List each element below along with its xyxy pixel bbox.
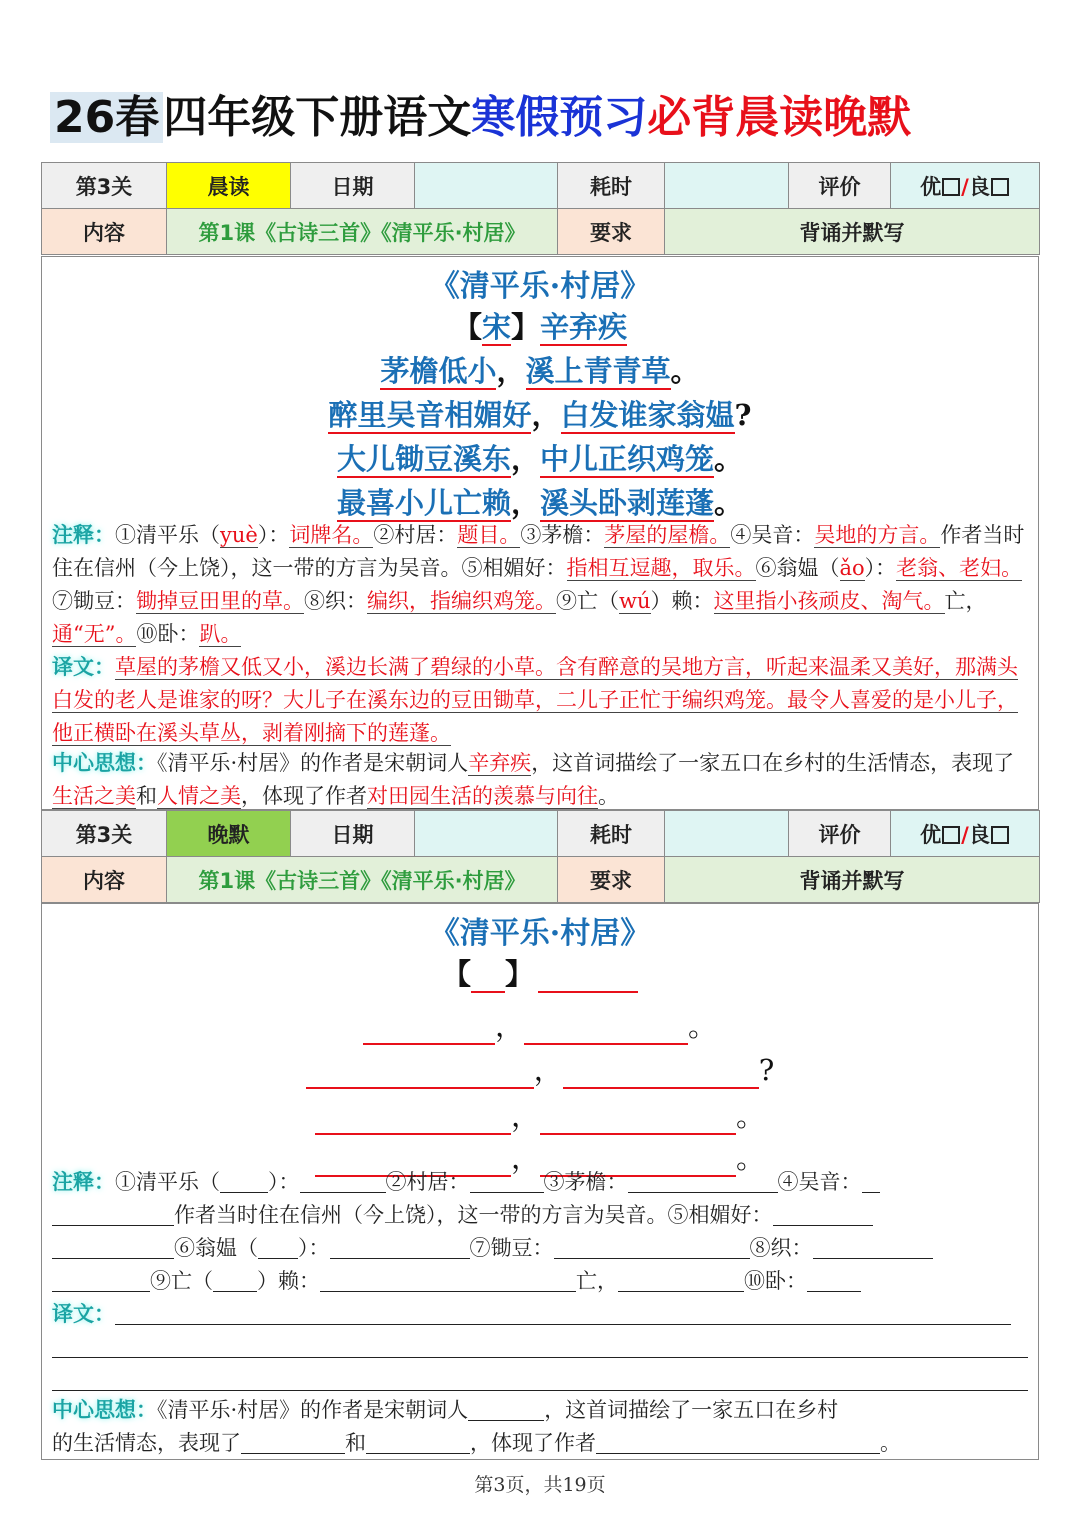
annotations-label: 注释： [52,1170,115,1194]
plain-text: ②村居： [373,523,458,547]
answer-text: 题目。 [457,523,521,547]
bracket-close: 】 [505,957,535,991]
title-year: 26春 [50,92,163,143]
plain-text: ④吴音： [730,523,815,547]
eval-options [891,811,1040,857]
answer-text: wú [619,589,651,613]
fill-blank[interactable] [596,1430,880,1454]
lesson-title: 第1课《古诗三首》《清平乐·村居》 [167,857,558,903]
punct: 。 [736,1141,766,1175]
answer-text: 这里指小孩顽皮、淘气。 [713,589,945,613]
mode-label: 晚默 [167,811,291,857]
plain-text: ）赖： [650,589,714,613]
verse-blank[interactable] [306,1059,534,1089]
eval-slash: / [961,822,969,847]
note-text: ）： [298,1236,330,1260]
date-field[interactable] [415,163,558,209]
plain-text: ①清平乐（ [115,523,220,547]
theme-text: 的生活情态，表现了 [52,1431,241,1455]
punct: ， [494,1009,524,1043]
level-label: 第3关 [42,811,167,857]
punct: ， [531,398,561,432]
require-label: 要求 [558,857,665,903]
fill-blank[interactable] [258,1235,298,1259]
theme-text: 和 [345,1431,366,1455]
plain-text: ）： [257,523,290,547]
mode-label: 晨读 [167,163,291,209]
punct: 。 [736,1099,766,1133]
punct: 。 [670,354,700,388]
author: 辛弃疾 [540,310,628,344]
note-text: ）： [268,1170,300,1194]
fill-blank[interactable] [52,1367,1028,1391]
note-text: 亡， [576,1269,618,1293]
poem-title: 《清平乐·村居》 [429,269,651,304]
eval-label: 评价 [789,811,891,857]
fill-blank[interactable] [862,1169,880,1193]
answer-text: ǎo [839,556,865,580]
answer-text: 指相互逗趣，取乐。 [566,556,756,580]
punct: ， [510,1141,540,1175]
note-text: 作者当时住在信州（今上饶），这一带的方言为吴音。⑤相媚好： [174,1203,773,1227]
answer-text: 人情之美 [157,784,241,808]
answer-text: 茅屋的屋檐。 [604,523,731,547]
lesson-title: 第1课《古诗三首》《清平乐·村居》 [167,209,558,255]
eval-slash: / [961,174,969,199]
dynasty: 宋 [481,310,511,344]
dynasty-blank[interactable] [471,963,505,993]
punct: ， [510,442,540,476]
fill-blank[interactable] [52,1268,150,1292]
requirement: 背诵并默写 [665,857,1040,903]
fill-blank[interactable] [52,1235,174,1259]
plain-text: ⑧织： [304,589,367,613]
theme-text: ，这首词描绘了一家五口在乡村 [544,1398,839,1422]
central-idea-text [52,751,1014,809]
answer-text: 通“无”。 [52,622,137,646]
theme-text: 。 [880,1431,901,1455]
plain-text: ⑨亡（ [556,589,619,613]
poem-verse: 大儿锄豆溪东 [336,442,511,476]
fill-blank[interactable] [330,1235,470,1259]
punct: 。 [688,1009,718,1043]
answer-text: 老翁、老妇。 [896,556,1023,580]
translation-label: 译文： [52,1302,115,1326]
date-label: 日期 [291,163,415,209]
time-label: 耗时 [558,811,665,857]
plain-text: ⑩卧： [136,622,200,646]
eval-good-label: 优 [920,822,942,847]
translation-label: 译文： [52,655,115,679]
plain-text: ）： [864,556,897,580]
plain-text: 。 [598,784,619,808]
requirement: 背诵并默写 [665,209,1040,255]
verse-blank[interactable] [524,1015,688,1045]
fill-blank[interactable] [241,1430,345,1454]
fill-blank[interactable] [554,1235,750,1259]
fill-blank[interactable] [618,1268,744,1292]
content-label: 内容 [42,857,167,903]
level-label: 第3关 [42,163,167,209]
central-idea-label: 中心思想： [52,751,157,775]
blank-poem-line [42,1004,1038,1045]
verse-blank[interactable] [563,1059,759,1089]
fill-blank[interactable] [52,1202,174,1226]
fill-blank[interactable] [773,1202,873,1226]
blank-poem-line [42,1048,1038,1089]
verse-blank[interactable] [540,1105,736,1135]
plain-text: 亡， [944,589,987,613]
date-field[interactable] [415,811,558,857]
annotation-blanks [52,1166,1032,1298]
note-text: ⑨亡（ [150,1269,213,1293]
fill-blank[interactable] [813,1235,933,1259]
author-blank[interactable] [538,963,638,993]
eval-label: 评价 [789,163,891,209]
answer-text: yuè [220,523,258,547]
theme-text: 《清平乐·村居》的作者是宋朝词人 [157,1398,469,1422]
evening-body [41,903,1039,1460]
time-field[interactable] [665,811,789,857]
punct: ， [510,1099,540,1133]
eval-good-checkbox[interactable] [942,178,960,196]
fill-blank[interactable] [52,1334,1028,1358]
punct: 。 [714,442,744,476]
poem-dynasty-author [42,305,1038,346]
note-text: ⑧织： [749,1236,813,1260]
morning-body [41,256,1039,810]
verse-blank[interactable] [315,1105,511,1135]
poem-line [42,481,1038,522]
punct: 。 [714,486,744,520]
time-field[interactable] [665,163,789,209]
bracket-close: 】 [511,310,541,344]
answer-text: 对田园生活的羡慕与向往 [367,784,598,808]
fill-blank[interactable] [807,1268,861,1292]
answer-text: 锄掉豆田里的草。 [136,589,304,613]
poem-line [42,437,1038,478]
translation [52,651,1032,750]
fill-blank[interactable] [628,1169,778,1193]
answer-text: 辛弃疾 [468,751,532,775]
note-text: ）赖： [257,1269,320,1293]
poem-title: 《清平乐·村居》 [429,916,651,951]
plain-text: ，体现了作者 [241,784,367,808]
note-text: ⑥翁媪（ [174,1236,258,1260]
answer-text: 词牌名。 [289,523,374,547]
poem-verse: 最喜小儿亡赖 [336,486,511,520]
verse-blank[interactable] [363,1015,495,1045]
answer-text: 编织，指编织鸡笼。 [367,589,556,613]
page-title [50,78,1040,158]
plain-text: ⑥翁媪（ [755,556,840,580]
poem-verse: 茅檐低小 [380,354,497,388]
poem-verse: 溪上青青草 [525,354,671,388]
fill-blank[interactable] [366,1430,470,1454]
time-label: 耗时 [558,163,665,209]
poem-verse: 白发谁家翁媪 [560,398,735,432]
require-label: 要求 [558,209,665,255]
plain-text: 《清平乐·村居》的作者是宋朝词人 [157,751,469,775]
title-recite: 必背晨读晚默 [647,92,912,143]
punct: ， [533,1053,563,1087]
punct: ? [734,398,752,432]
answer-text: 趴。 [199,622,242,646]
bracket-open: 【 [452,310,482,344]
answer-text: 吴地的方言。 [814,523,941,547]
central-idea [52,747,1032,813]
plain-text: ③茅檐： [520,523,605,547]
central-idea-label: 中心思想： [52,1398,157,1422]
plain-text: ，这首词描绘了一家五口在乡村的生活情态，表现了 [531,751,1015,775]
note-text: ⑩卧： [744,1269,807,1293]
poem-line [42,393,1038,434]
note-text: ①清平乐（ [115,1170,220,1194]
blank-dynasty-author [42,952,1038,993]
evening-header-table [41,810,1040,903]
fill-blank[interactable] [320,1268,576,1292]
note-text: ⑦锄豆： [469,1236,554,1260]
date-label: 日期 [291,811,415,857]
fill-blank[interactable] [220,1169,268,1193]
poem-verse: 溪头卧剥莲蓬 [540,486,715,520]
plain-text: ⑦锄豆： [52,589,136,613]
fill-blank[interactable] [470,1169,544,1193]
fill-blank[interactable] [468,1397,544,1421]
punct: ， [496,354,526,388]
eval-fair-checkbox[interactable] [991,178,1009,196]
note-text: ③茅檐： [543,1170,628,1194]
page-number: 第3页，共19页 [474,1474,606,1496]
plain-text: 作者当时住在信州（今上饶），这一带的方言为吴音。⑤相媚好： [52,523,1025,580]
blank-poem-line [42,1094,1038,1135]
bracket-open: 【 [441,957,471,991]
fill-blank[interactable] [300,1169,386,1193]
translation-blank [52,1298,1032,1397]
eval-good-checkbox[interactable] [942,826,960,844]
poem-line [42,349,1038,390]
plain-text: 和 [136,784,157,808]
fill-blank[interactable] [213,1268,257,1292]
content-label: 内容 [42,209,167,255]
eval-good-label: 优 [920,174,942,199]
annotations [52,519,1032,651]
eval-options [891,163,1040,209]
punct: ， [510,486,540,520]
poem-verse: 中儿正织鸡笼 [540,442,715,476]
poem-verse: 醉里吴音相媚好 [328,398,532,432]
answer-text: 生活之美 [52,784,136,808]
punct: ? [758,1053,775,1087]
title-grade: 四年级下册语文 [163,92,472,143]
annotations-label: 注释： [52,523,115,547]
eval-fair-checkbox[interactable] [991,826,1009,844]
note-text: ④吴音： [777,1170,862,1194]
fill-blank[interactable] [115,1301,1011,1325]
note-text: ②村居： [385,1170,470,1194]
title-preview: 寒假预习 [471,92,648,143]
eval-fair-label: 良 [968,174,990,199]
morning-header-table [41,162,1040,255]
translation-text: 草屋的茅檐又低又小，溪边长满了碧绿的小草。含有醉意的吴地方言，听起来温柔又美好，那满头白发的老人是谁家的呀？大儿子在溪东边的豆田锄草，二儿子正忙于编织鸡笼。最令人喜爱的是小儿子，他正横卧在溪头草丛，剥着刚摘下的莲蓬。 [52,655,1018,745]
annotations-text [52,523,1024,647]
central-idea-blank [52,1394,1032,1460]
theme-text: ，体现了作者 [470,1431,596,1455]
eval-fair-label: 良 [968,822,990,847]
